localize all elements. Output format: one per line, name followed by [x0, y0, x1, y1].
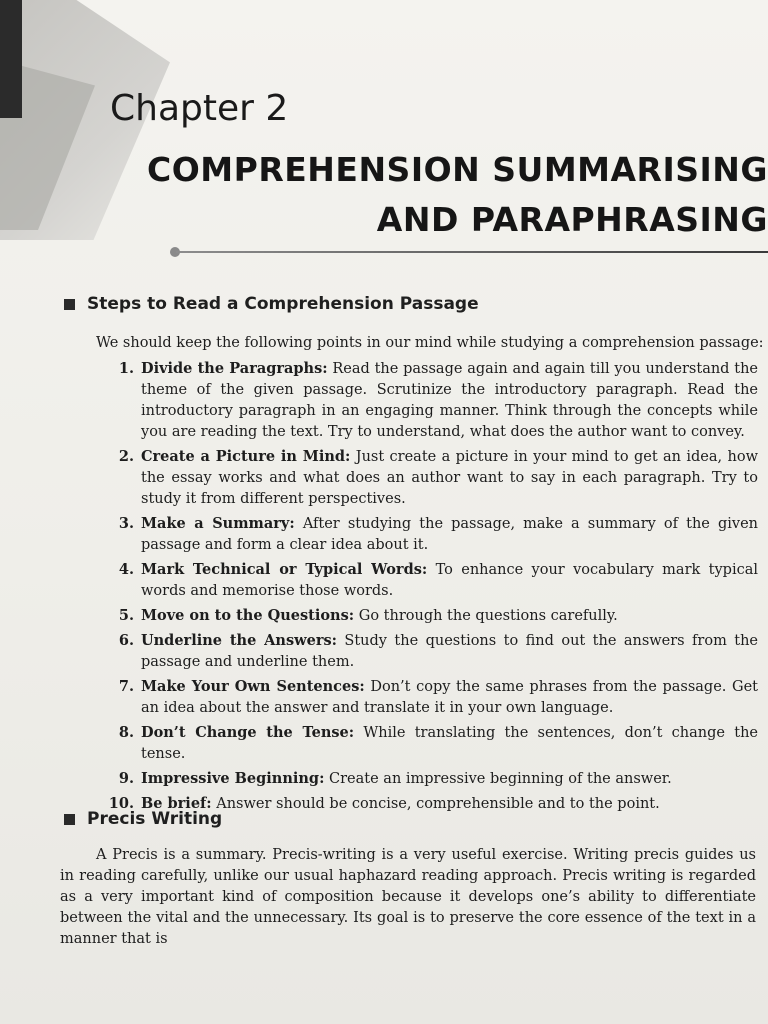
list-item [108, 722, 758, 765]
step-text: Go through the questions carefully. [354, 608, 618, 624]
step-text: Create an impressive beginning of the answer. [324, 771, 672, 787]
square-bullet-icon [64, 299, 75, 310]
step-title: Underline the Answers: [141, 632, 337, 649]
page-edge-shadow [0, 0, 22, 118]
chapter-title-line-2: AND PARAPHRASING [376, 200, 768, 239]
title-rule [176, 251, 768, 253]
step-title: Mark Technical or Typical Words: [141, 561, 428, 578]
precis-paragraph: A Precis is a summary. Precis-writing is a very useful exercise. Writing precis guides us in reading carefully, unlike our usual haphazard reading approach. Precis writing is regarded as a very important kind of composition because it develops one’s ability to differentiate between the vital and the unnecessary. Its goal is to preserve the core essence of the text in a manner that is [60, 847, 756, 947]
step-body [141, 446, 758, 510]
step-title: Impressive Beginning: [141, 770, 325, 787]
step-body [141, 676, 758, 719]
steps-list [108, 358, 758, 818]
step-title: Make Your Own Sentences: [141, 678, 365, 695]
list-item [108, 605, 758, 627]
step-text: Just create a picture in your mind to get an idea, how the essay works and what does an author want to say in each paragraph. Try to study it from different perspectives. [141, 449, 758, 507]
step-text: While translating the sentences, don’t change the tense. [141, 725, 758, 762]
step-body [141, 722, 758, 765]
step-title: Move on to the Questions: [141, 607, 355, 624]
step-title: Be brief: [141, 795, 212, 812]
step-number: 7. [118, 678, 134, 695]
step-title: Don’t Change the Tense: [141, 724, 355, 741]
step-text: To enhance your vocabulary mark typical words and memorise those words. [141, 562, 758, 599]
step-number: 4. [118, 561, 134, 578]
step-text: After studying the passage, make a summary of the given passage and form a clear idea about it. [141, 516, 758, 553]
list-item [108, 768, 758, 790]
list-item [108, 513, 758, 556]
intro-text: We should keep the following points in our mind while studying a comprehension passage: [96, 335, 764, 351]
step-body [141, 768, 758, 790]
step-text: Read the passage again and again till you understand the theme of the given passage. Scrutinize the introductory paragraph. Read the introductory paragraph in an engaging manner. Think through the concepts while you are reading the text. Try to understand, what does the author want to convey. [141, 361, 758, 440]
step-number: 1. [118, 360, 134, 377]
section-heading-precis [64, 809, 222, 829]
step-title: Make a Summary: [141, 515, 295, 532]
step-number: 6. [118, 632, 134, 649]
step-body [141, 605, 758, 627]
list-item [108, 358, 758, 443]
chapter-title-line-1: COMPREHENSION SUMMARISING [147, 150, 768, 189]
step-body [141, 559, 758, 602]
step-text: Study the questions to find out the answers from the passage and underline them. [141, 633, 758, 670]
section-heading-steps [64, 294, 479, 314]
list-item [108, 559, 758, 602]
step-text: Answer should be concise, comprehensible and to the point. [211, 796, 660, 812]
list-item [108, 446, 758, 510]
step-number: 8. [118, 724, 134, 741]
step-number: 3. [118, 515, 134, 532]
step-number: 2. [118, 448, 134, 465]
section-heading-text: Precis Writing [87, 809, 223, 829]
chapter-label: Chapter 2 [110, 88, 289, 129]
step-number: 10. [108, 795, 134, 812]
step-number: 5. [118, 607, 134, 624]
step-title: Divide the Paragraphs: [141, 360, 328, 377]
step-body [141, 358, 758, 443]
step-text: Don’t copy the same phrases from the passage. Get an idea about the answer and translate it in your own language. [141, 679, 758, 716]
square-bullet-icon [64, 814, 75, 825]
step-title: Create a Picture in Mind: [141, 448, 351, 465]
step-body [141, 793, 758, 815]
step-number: 9. [118, 770, 134, 787]
list-item [108, 676, 758, 719]
step-body [141, 630, 758, 673]
list-item [108, 630, 758, 673]
step-body [141, 513, 758, 556]
section-heading-text: Steps to Read a Comprehension Passage [87, 294, 479, 314]
